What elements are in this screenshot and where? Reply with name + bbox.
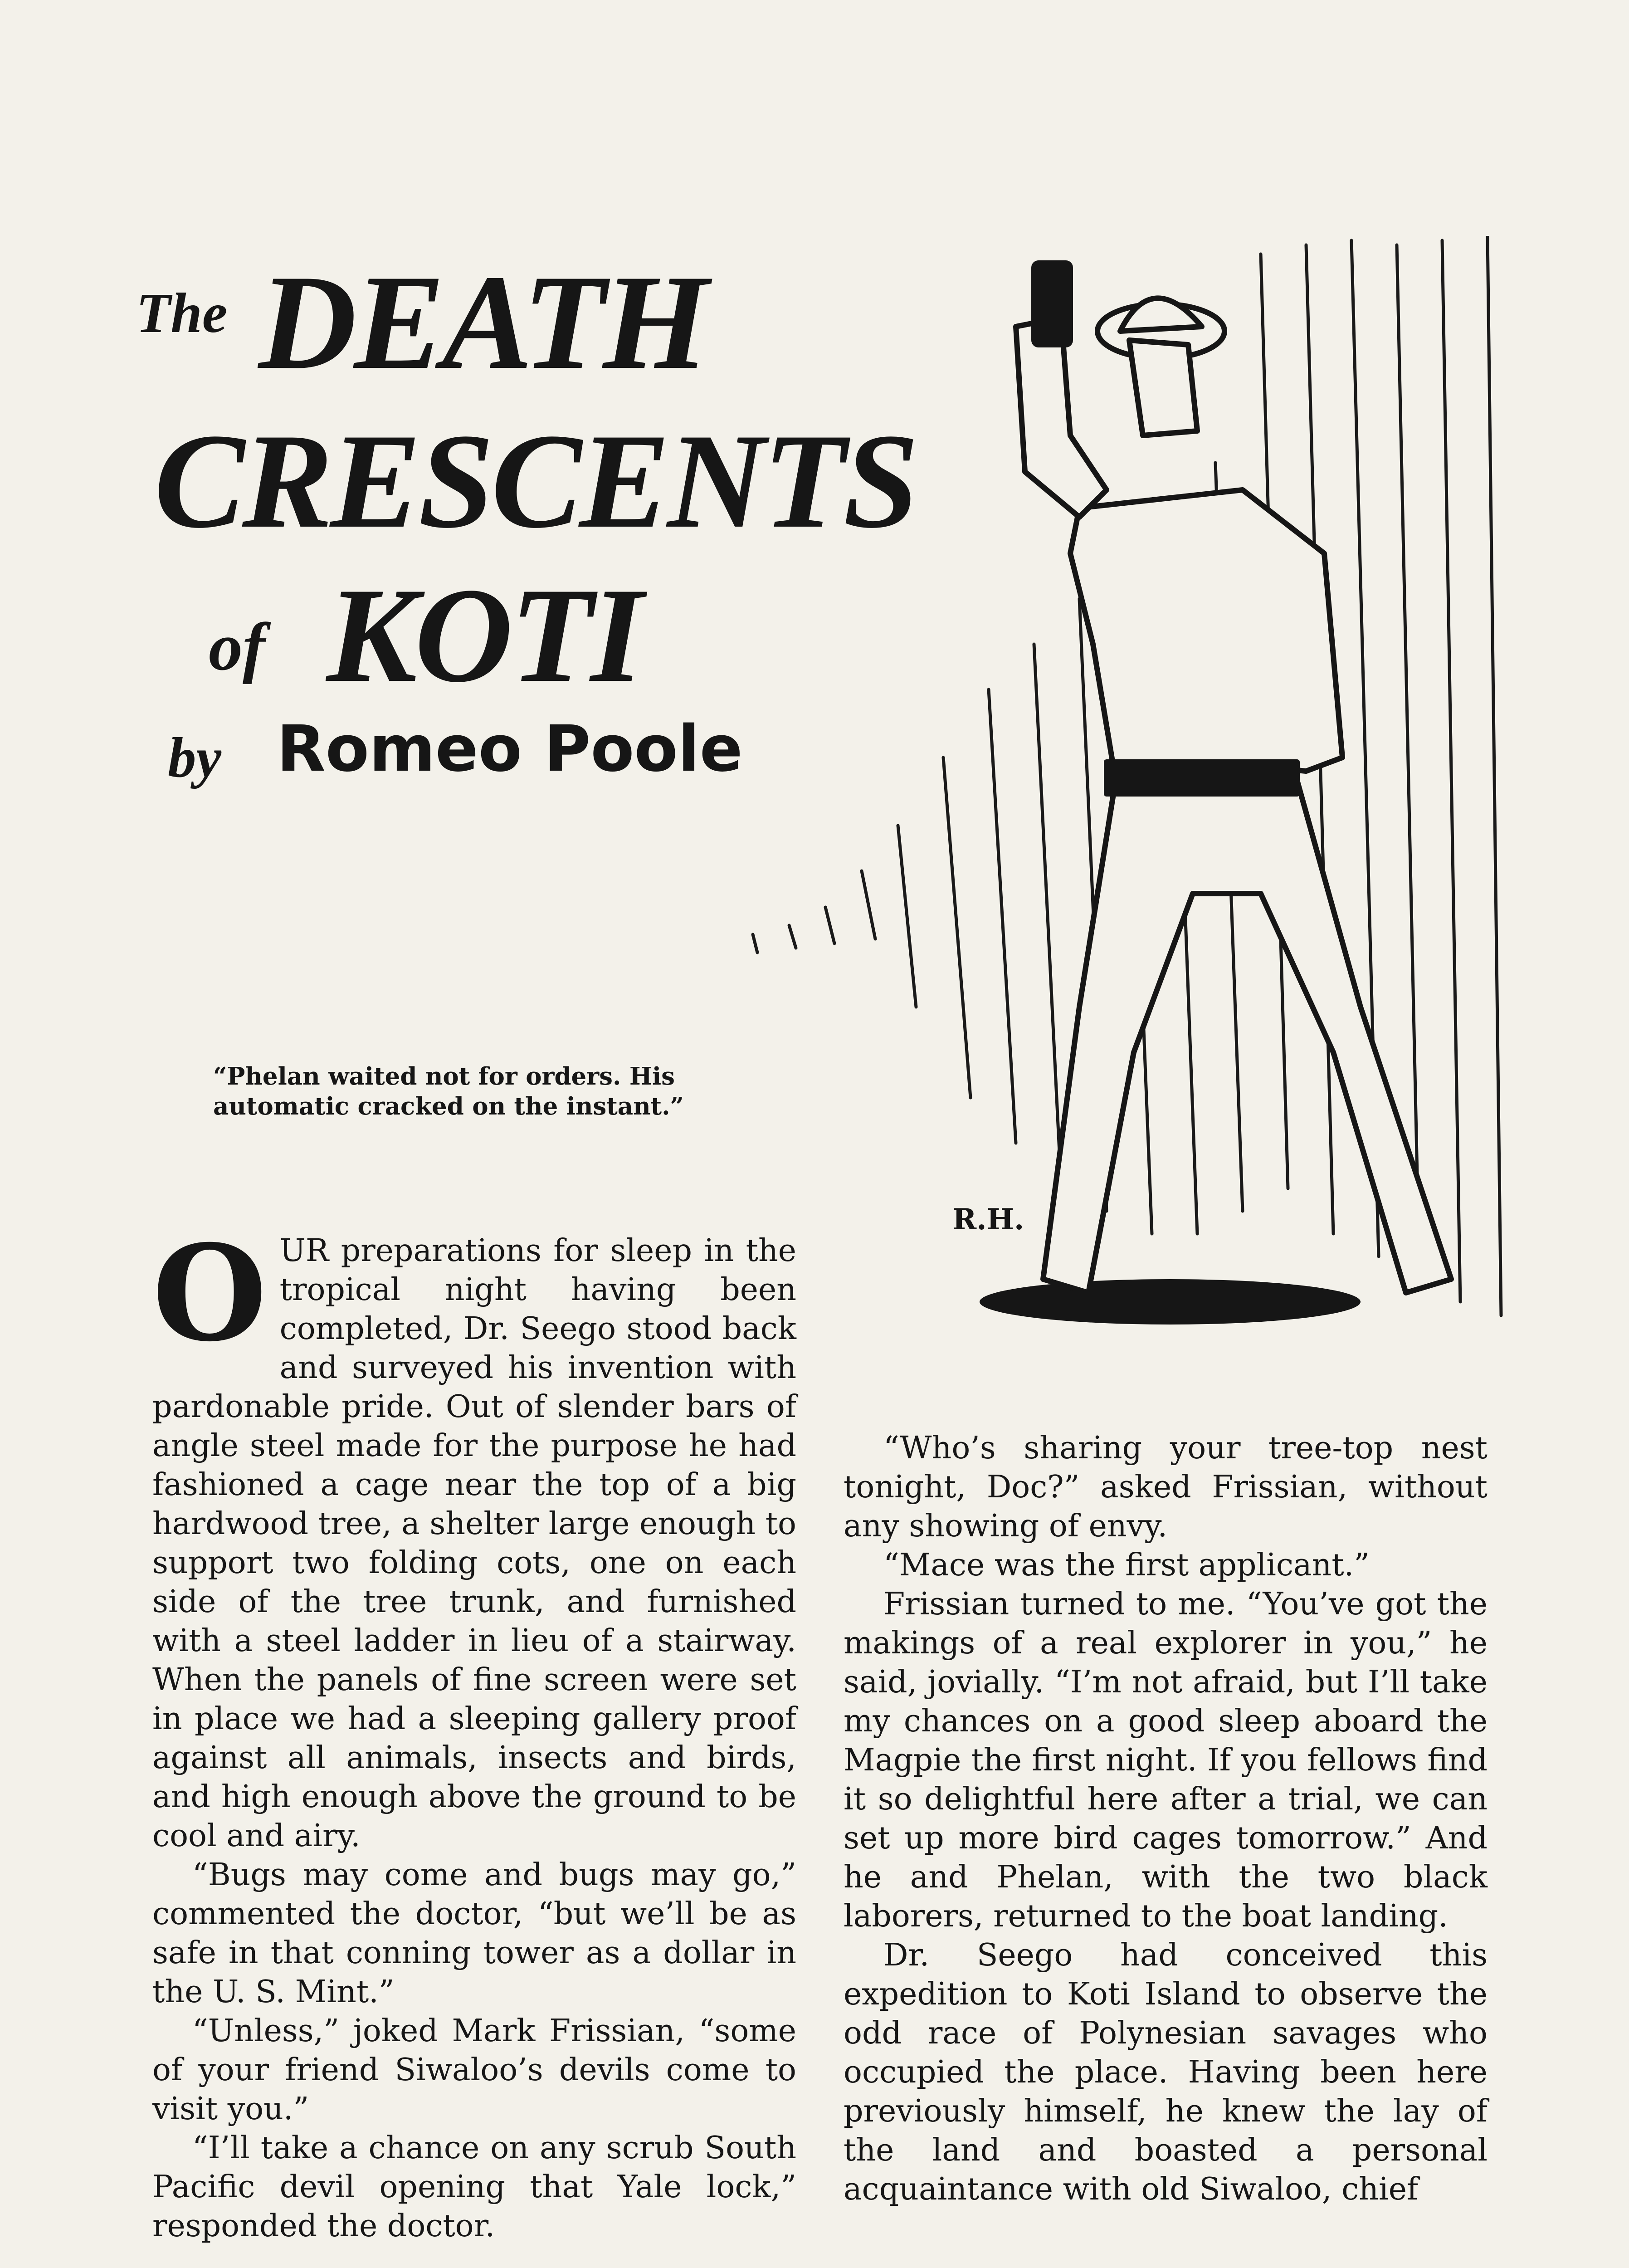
figure-torso xyxy=(1070,490,1342,780)
figure-shadow xyxy=(980,1279,1361,1325)
byline-by: by xyxy=(168,727,221,789)
illustration-caption: “Phelan waited not for orders. His automatic cracked on the instant.” xyxy=(213,1062,684,1120)
story-illustration xyxy=(671,236,1524,1406)
figure-legs xyxy=(1043,758,1451,1293)
paragraph: “Unless,” joked Mark Frissian, “some of your friend Siwaloo’s devils come to visit you.” xyxy=(152,2013,796,2127)
paragraph: “I’ll take a chance on any scrub South Pacific devil opening that Yale lock,” responded the doctor. xyxy=(152,2130,796,2244)
belt xyxy=(1107,762,1297,794)
title-of: of xyxy=(209,609,265,684)
figure-explorer xyxy=(980,263,1451,1325)
paragraph: “Who’s sharing your tree-top nest tonight, Doc?” asked Frissian, without any showing of envy. xyxy=(844,1430,1488,1544)
paragraph xyxy=(152,1217,796,1856)
paragraph-text: UR preparations for sleep in the tropical night having been completed, Dr. Seego stood back and surveyed his invention with pardonable pride. Out of slender bars of angle steel made for the purpose he had fashioned a cage near the top of a big hardwood tree, a shelter large enough to support two folding cots, one on each side of the tree trunk, and furnished with a steel ladder in lieu of a stairway. When the panels of fine screen were set in place we had a sleeping gallery proof against all animals, insects and birds, and high enough above the ground to be cool and airy. xyxy=(152,1233,796,1854)
pistol xyxy=(1034,263,1070,345)
title-the: The xyxy=(136,282,228,345)
title-line-koti: KOTI xyxy=(327,560,641,710)
paragraph: Dr. Seego had conceived this expedition to Koti Island to observe the odd race of Polynesian savages who occupied the place. Having been here previously himself, he knew the lay of the land and boasted a personal acquaintance with old Siwaloo, chief xyxy=(844,1937,1488,2207)
byline-author: Romeo Poole xyxy=(277,712,743,786)
drop-cap: O xyxy=(152,1217,267,1371)
paragraph: Frissian turned to me. “You’ve got the makings of a real explorer in you,” he said, jovially. “I’m not afraid, but I’ll take my chances on a good sleep aboard the Magpie the first night. If you fellows find it so delightful here after a trial, we can set up more bird cages tomorrow.” And he and Phelan, with the two black laborers, returned to the boat landing. xyxy=(844,1586,1488,1934)
text-column-right xyxy=(844,1429,1488,2209)
paragraph: “Bugs may come and bugs may go,” commented the doctor, “but we’ll be as safe in that conning tower as a dollar in the U. S. Mint.” xyxy=(152,1857,796,2010)
title-line-death: DEATH xyxy=(258,247,706,397)
pith-helmet-crown xyxy=(1120,298,1202,331)
figure-head xyxy=(1129,340,1197,435)
text-column-left xyxy=(152,1217,796,2246)
artist-signature: R.H. xyxy=(952,1202,1024,1237)
paragraph: “Mace was the first applicant.” xyxy=(883,1547,1370,1583)
title-line-crescents: CRESCENTS xyxy=(154,406,917,556)
